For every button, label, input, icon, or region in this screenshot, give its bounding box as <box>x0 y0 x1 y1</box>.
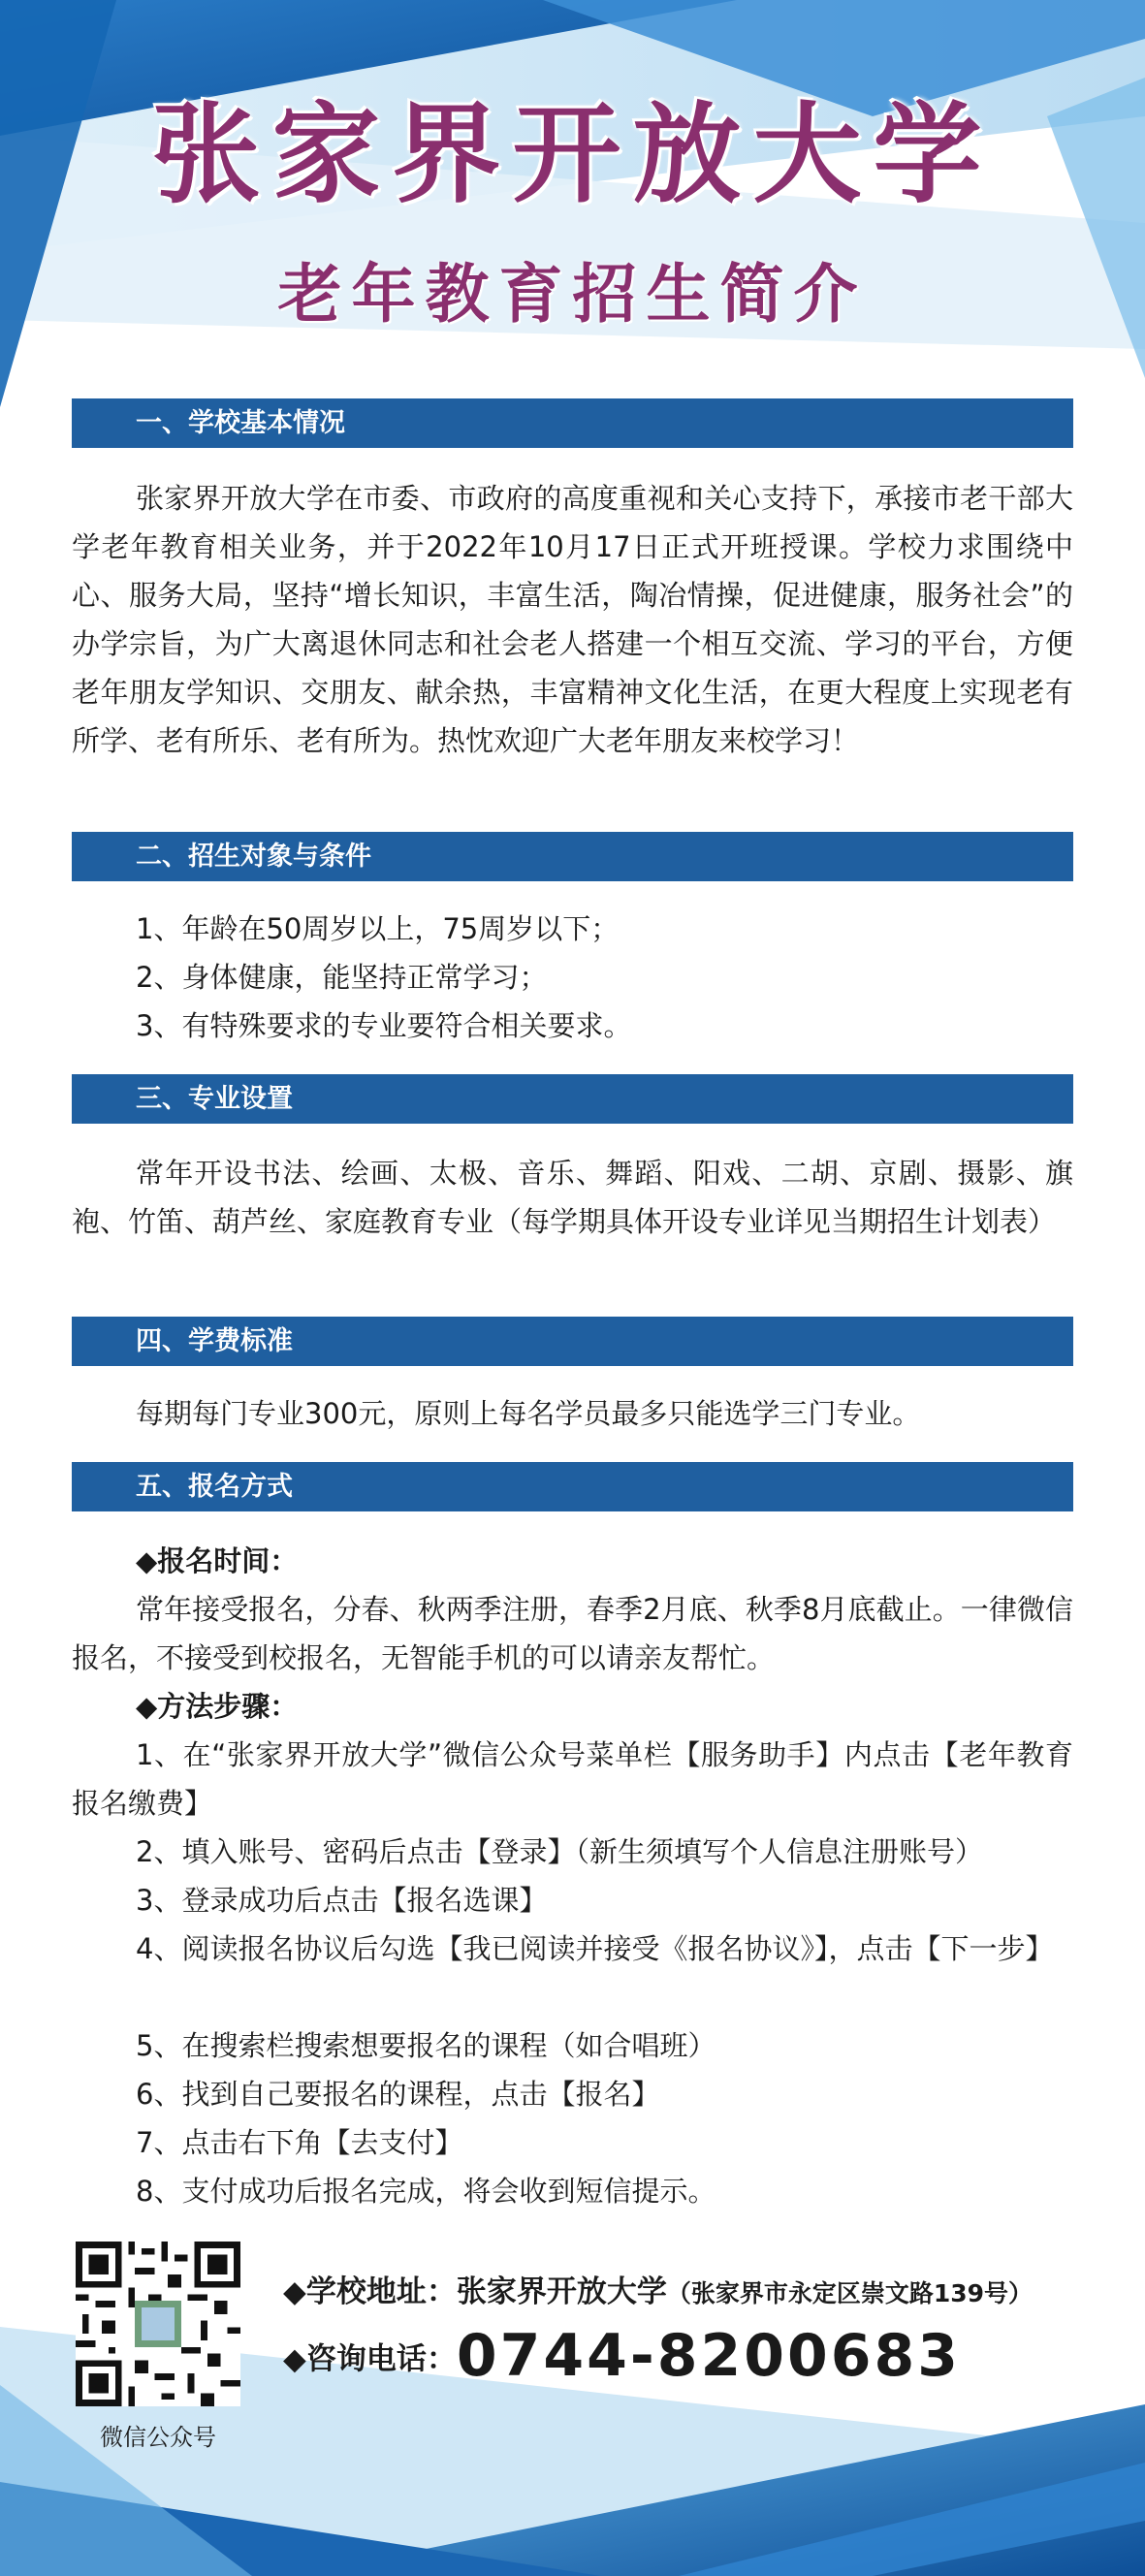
section-3-body: 常年开设书法、绘画、太极、音乐、舞蹈、阳戏、二胡、京剧、摄影、旗袍、竹笛、葫芦丝、家庭教育专业（每学期具体开设专业详见当期招生计划表） <box>72 1157 1073 1238</box>
step-item: 7、点击右下角【去支付】 <box>136 2126 463 2159</box>
step-item: 8、支付成功后报名完成，将会收到短信提示。 <box>136 2175 716 2208</box>
condition-item: 2、身体健康，能坚持正常学习； <box>136 961 548 994</box>
enroll-time-body: 常年接受报名，分春、秋两季注册，春季2月底、秋季8月底截止。一律微信报名，不接受到校报名，无智能手机的可以请亲友帮忙。 <box>72 1593 1073 1674</box>
section-3-heading: 三、专业设置 <box>72 1074 1073 1124</box>
step-item: 4、阅读报名协议后勾选【我已阅读并接受《报名协议》】，点击【下一步】 <box>136 1932 1054 1965</box>
steps-label: ◆方法步骤： <box>136 1690 299 1723</box>
section-4-heading: 四、学费标准 <box>72 1317 1073 1366</box>
page-title: 张家界开放大学 <box>151 92 994 218</box>
section-1-body: 张家界开放大学在市委、市政府的高度重视和关心支持下，承接市老干部大学老年教育相关业务，并于2022年10月17日正式开班授课。学校力求围绕中心、服务大局，坚持“增长知识，丰富生活，陶冶情操，促进健康，服务社会”的办学宗旨，为广大离退休同志和社会老人搭建一个相互交流、学习的平台，方便老年朋友学知识、交朋友、献余热，丰富精神文化生活，在更大程度上实现老有所学、老有所乐、老有所为。热忱欢迎广大老年朋友来校学习！ <box>72 482 1073 757</box>
enroll-time-label: ◆报名时间： <box>136 1544 299 1577</box>
section-5-heading: 五、报名方式 <box>72 1462 1073 1511</box>
step-item: 6、找到自己要报名的课程，点击【报名】 <box>136 2078 660 2111</box>
section-1-heading: 一、学校基本情况 <box>72 398 1073 448</box>
step-item: 3、登录成功后点击【报名选课】 <box>136 1884 548 1917</box>
section-4-body: 每期每门专业300元，原则上每名学员最多只能选学三门专业。 <box>136 1397 921 1430</box>
qr-caption: 微信公众号 <box>100 2424 216 2451</box>
step-item: 1、在“张家界开放大学”微信公众号菜单栏【服务助手】内点击【老年教育报名缴费】 <box>72 1738 1073 1820</box>
step-item: 5、在搜索栏搜索想要报名的课程（如合唱班） <box>136 2029 716 2062</box>
section-2-heading: 二、招生对象与条件 <box>72 832 1073 881</box>
phone-label: ◆咨询电话： <box>283 2341 457 2377</box>
phone-number: 0744-8200683 <box>456 2322 961 2390</box>
school-address <box>283 2267 1033 2310</box>
address-detail: （张家界市永定区崇文路139号） <box>666 2279 1034 2307</box>
page-subtitle: 老年教育招生简介 <box>277 257 868 332</box>
qr-code <box>76 2242 240 2406</box>
contact-phone <box>283 2322 961 2390</box>
condition-item: 1、年龄在50周岁以上，75周岁以下； <box>136 912 620 945</box>
step-item: 2、填入账号、密码后点击【登录】（新生须填写个人信息注册账号） <box>136 1835 983 1868</box>
condition-item: 3、有特殊要求的专业要符合相关要求。 <box>136 1009 632 1042</box>
address-label: ◆学校地址：张家界开放大学 <box>283 2274 667 2309</box>
